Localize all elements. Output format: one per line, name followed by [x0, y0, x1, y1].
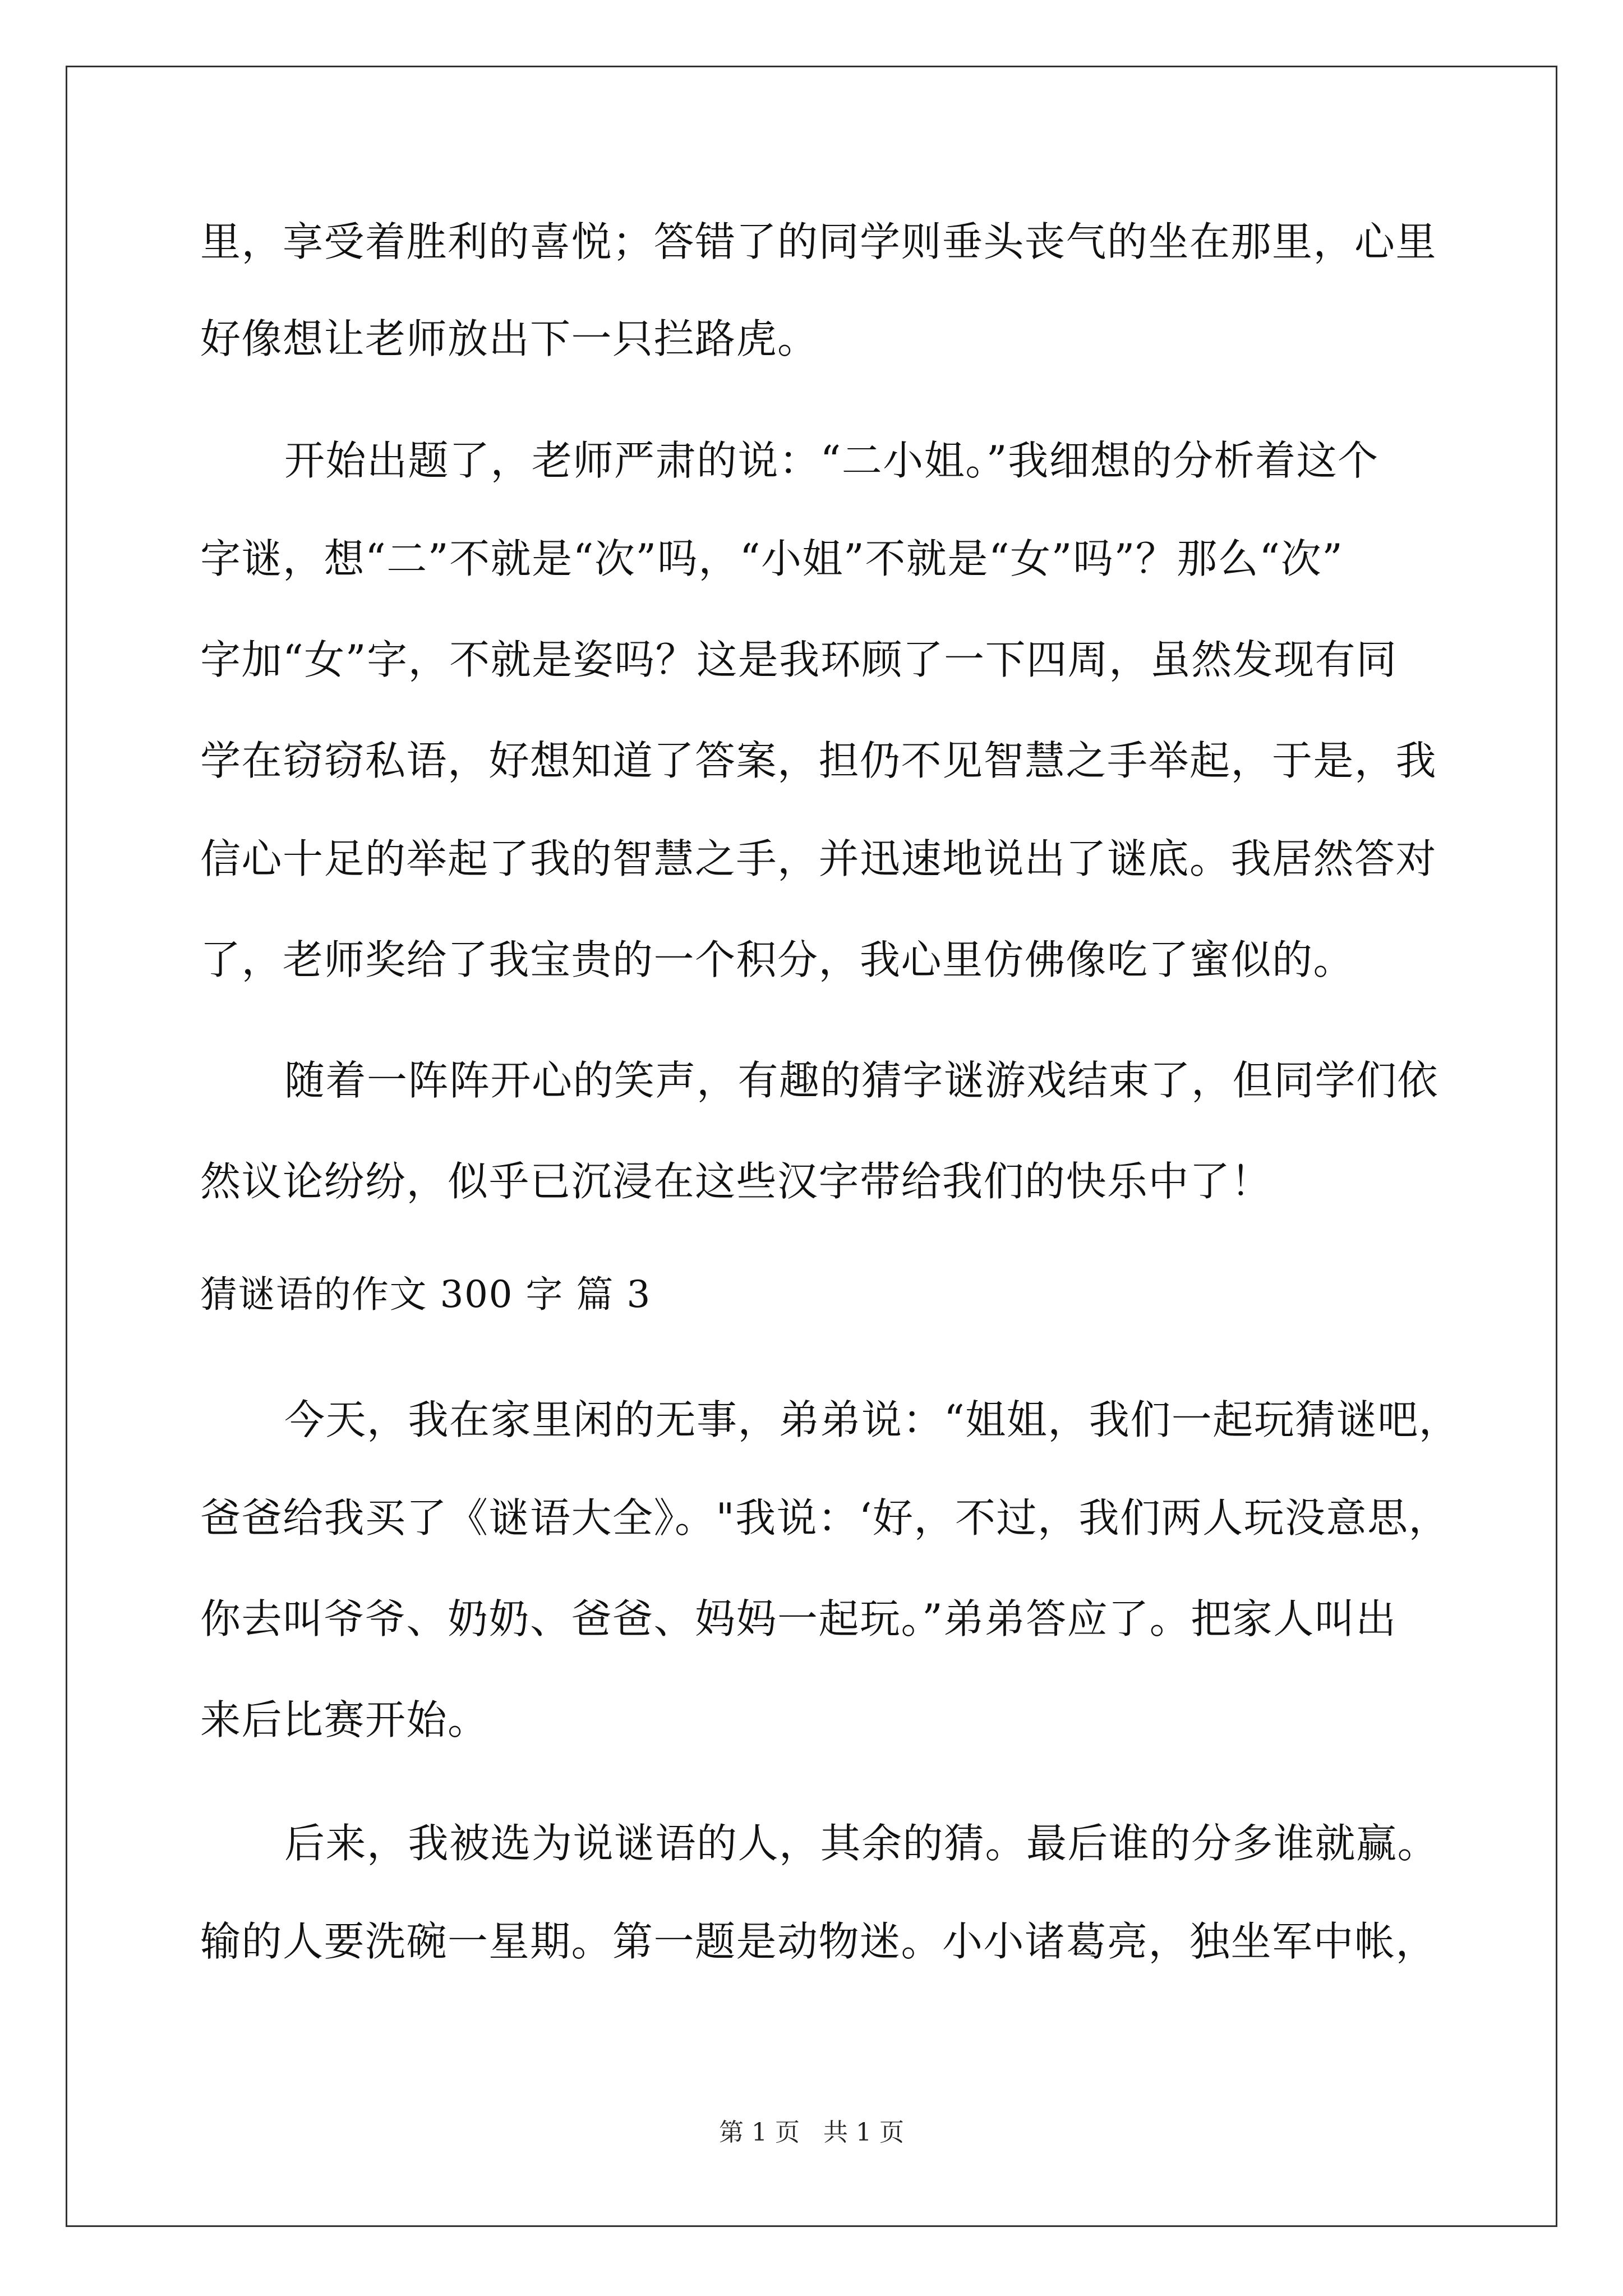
text-line: 你去叫爷爷、奶奶、爸爸、妈妈一起玩。”弟弟答应了。把家人叫出: [200, 1595, 1397, 1642]
text-line: 爸爸给我买了《谜语大全》。"我说：‘好，不过，我们两人玩没意思，: [200, 1494, 1450, 1542]
text-line: 学在窃窃私语，好想知道了答案，担仍不见智慧之手举起，于是，我: [200, 737, 1437, 784]
text-line: 然议论纷纷，似乎已沉浸在这些汉字带给我们的快乐中了！: [200, 1158, 1272, 1205]
page-footer: 第 1 页 共 1 页: [719, 2118, 904, 2147]
text-line: 输的人要洗碗一星期。第一题是动物迷。小小诸葛亮，独坐军中帐，: [200, 1918, 1437, 1965]
text-line: 了，老师奖给了我宝贵的一个积分，我心里仿佛像吃了蜜似的。: [200, 936, 1355, 983]
paragraph-start-line: 今天，我在家里闲的无事，弟弟说：“姐姐，我们一起玩猜谜吧，: [284, 1396, 1460, 1443]
paragraph-start-line: 随着一阵阵开心的笑声，有趣的猜字谜游戏结束了，但同学们依: [284, 1057, 1439, 1104]
paragraph-start-line: 开始出题了，老师严肃的说：“二小姐。”我细想的分析着这个: [284, 437, 1379, 484]
text-line: 字加“女”字，不就是姿吗？这是我环顾了一下四周，虽然发现有同: [200, 636, 1398, 683]
text-line: 字谜，想“二”不就是“次”吗，“小姐”不就是“女”吗”？那么“次”: [200, 535, 1344, 582]
text-line: 信心十足的举起了我的智慧之手，并迅速地说出了谜底。我居然答对: [200, 835, 1437, 882]
page-frame: [66, 66, 1557, 2227]
text-line: 里，享受着胜利的喜悦；答错了的同学则垂头丧气的坐在那里，心里: [200, 218, 1437, 265]
section-heading: 猜谜语的作文 300 字 篇 3: [200, 1273, 651, 1316]
text-line: 来后比赛开始。: [200, 1696, 489, 1743]
paragraph-start-line: 后来，我被选为说谜语的人，其余的猜。最后谁的分多谁就赢。: [284, 1820, 1439, 1867]
text-line: 好像想让老师放出下一只拦路虎。: [200, 315, 819, 362]
